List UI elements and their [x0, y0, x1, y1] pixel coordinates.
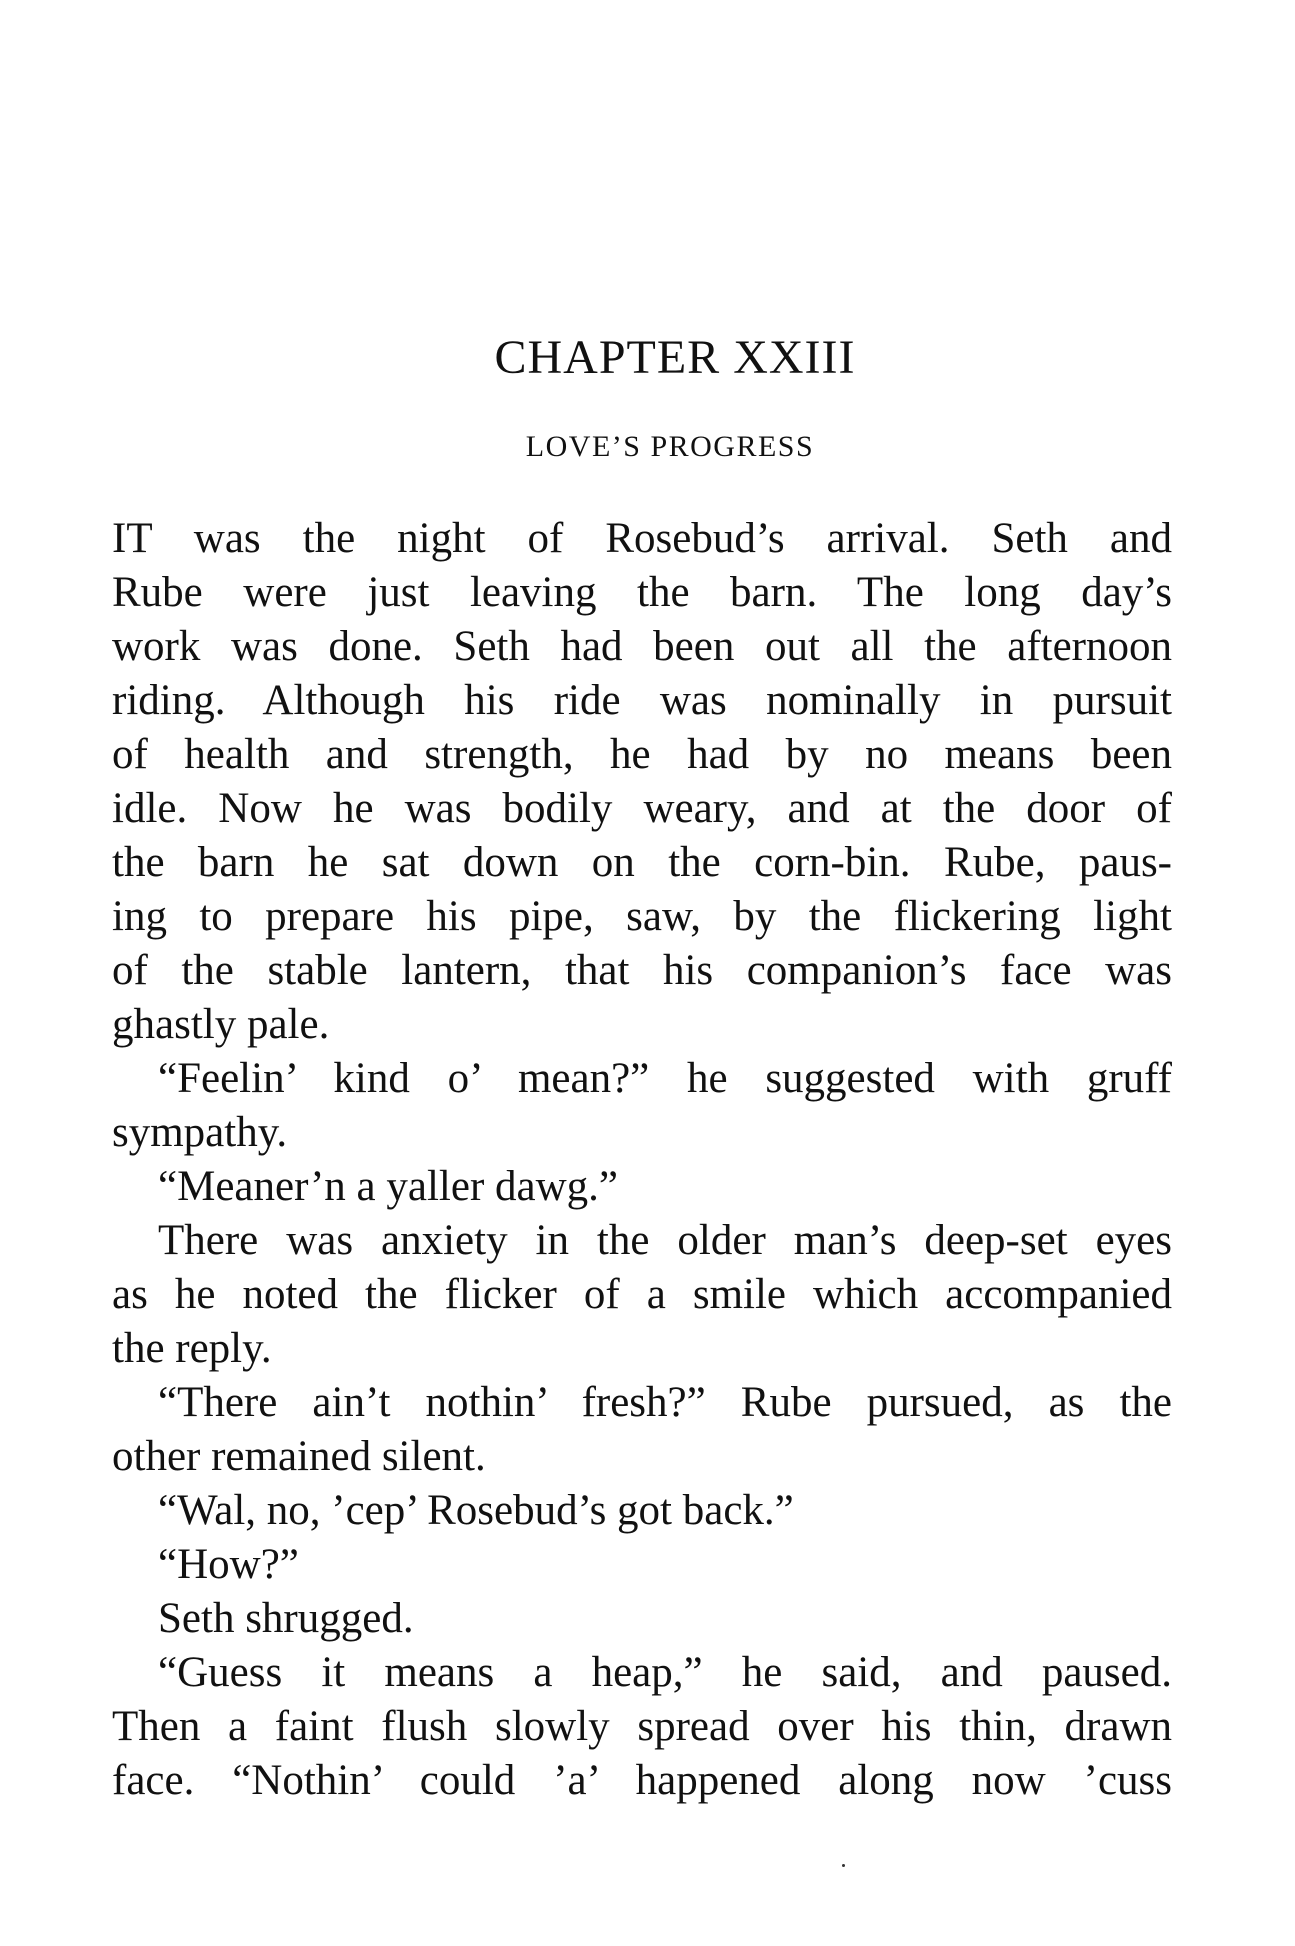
text-line: There was anxiety in the older man’s deep-set eyes [158, 1217, 1172, 1264]
text-line: idle. Now he was bodily weary, and at the door of [112, 785, 1172, 832]
print-speck [842, 1864, 845, 1867]
text-line: Then a faint flush slowly spread over his thin, drawn [112, 1703, 1172, 1750]
text-line: Seth shrugged. [158, 1595, 414, 1642]
text-line: face. “Nothin’ could ’a’ happened along now ’cuss [112, 1757, 1172, 1804]
text-line: “There ain’t nothin’ fresh?” Rube pursued, as the [158, 1379, 1172, 1426]
text-line: ghastly pale. [112, 1001, 330, 1048]
text-line: “Feelin’ kind o’ mean?” he suggested with gruff [158, 1055, 1172, 1102]
text-line: the reply. [112, 1325, 272, 1372]
text-line: Rube were just leaving the barn. The long day’s [112, 569, 1172, 616]
text-line: other remained silent. [112, 1433, 486, 1480]
text-line: ing to prepare his pipe, saw, by the flickering light [112, 893, 1172, 940]
text-line: “Meaner’n a yaller dawg.” [158, 1163, 619, 1210]
chapter-subtitle [0, 430, 1295, 464]
body-text [112, 512, 1172, 1808]
text-line: IT was the night of Rosebud’s arrival. Seth and [112, 515, 1172, 562]
text-line: as he noted the flicker of a smile which accompanied [112, 1271, 1172, 1318]
text-line: sympathy. [112, 1109, 288, 1156]
text-line: of health and strength, he had by no means been [112, 731, 1172, 778]
chapter-title [0, 330, 1295, 385]
text-line: riding. Although his ride was nominally in pursuit [112, 677, 1172, 724]
text-line: “Guess it means a heap,” he said, and paused. [158, 1649, 1172, 1696]
chapter-title-text: CHAPTER XXIII [494, 331, 856, 384]
chapter-subtitle-text: LOVE’S PROGRESS [525, 430, 815, 463]
text-line: of the stable lantern, that his companion’s face was [112, 947, 1172, 994]
text-line: work was done. Seth had been out all the afternoon [112, 623, 1172, 670]
text-line: “How?” [158, 1541, 299, 1588]
text-line: the barn he sat down on the corn-bin. Rube, paus- [112, 839, 1172, 886]
text-line: “Wal, no, ’cep’ Rosebud’s got back.” [158, 1487, 794, 1534]
